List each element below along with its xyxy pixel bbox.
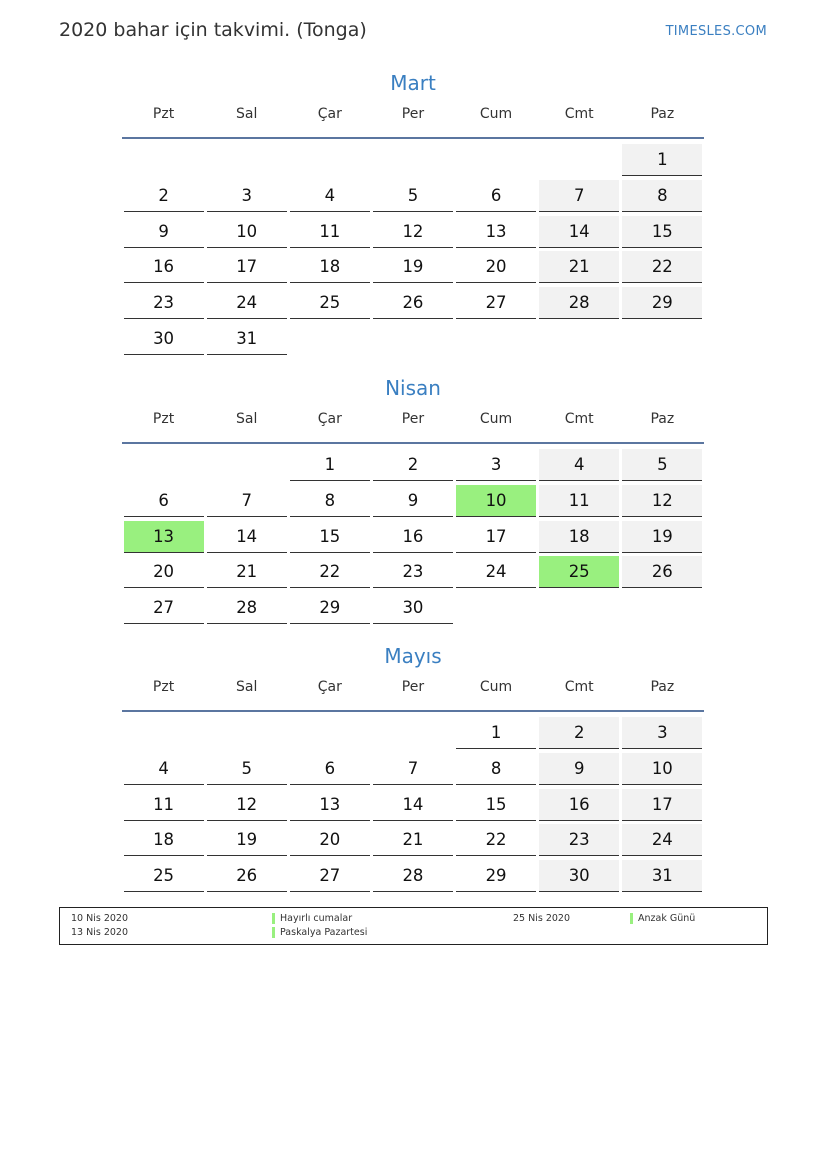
- day-grid: [122, 449, 704, 628]
- empty-cell: [538, 592, 621, 628]
- day-cell: [455, 521, 538, 557]
- empty-day: [622, 323, 702, 354]
- day-cell: [288, 556, 371, 592]
- day-cell: [538, 216, 621, 252]
- day-cell: [621, 753, 704, 789]
- day-number: 2: [373, 449, 453, 481]
- day-number: 1: [622, 144, 702, 176]
- day-number: 5: [622, 449, 702, 481]
- day-number: 4: [124, 753, 204, 785]
- day-number: 19: [207, 824, 287, 856]
- day-number: 23: [124, 287, 204, 319]
- legend-holiday: [272, 912, 352, 925]
- day-number: 14: [373, 789, 453, 821]
- day-cell: [205, 521, 288, 557]
- day-cell: [455, 556, 538, 592]
- weekday-label: Pzt: [152, 411, 175, 427]
- day-number: 26: [373, 287, 453, 319]
- empty-day: [539, 592, 619, 623]
- day-number: 20: [456, 251, 536, 283]
- weekday-label: Çar: [317, 106, 342, 122]
- day-number: 6: [290, 753, 370, 785]
- empty-cell: [455, 592, 538, 628]
- day-cell: [205, 216, 288, 252]
- day-cell: [288, 287, 371, 323]
- day-number: 22: [622, 251, 702, 283]
- weekday-label: Pzt: [152, 106, 175, 122]
- day-number: 26: [207, 860, 287, 892]
- day-cell: [538, 521, 621, 557]
- day-cell: [205, 860, 288, 896]
- day-cell: [205, 592, 288, 628]
- day-number: 8: [622, 180, 702, 212]
- day-cell: [621, 860, 704, 896]
- day-number: 13: [290, 789, 370, 821]
- day-number: 21: [373, 824, 453, 856]
- day-cell: [288, 521, 371, 557]
- empty-cell: [371, 323, 454, 359]
- legend-holiday-name: Anzak Günü: [638, 913, 696, 924]
- month-2: [122, 374, 704, 628]
- day-cell: [122, 216, 205, 252]
- day-number: 11: [539, 485, 619, 517]
- day-cell: [371, 592, 454, 628]
- empty-cell: [205, 717, 288, 753]
- weekday-header: [122, 408, 704, 444]
- empty-cell: [288, 144, 371, 180]
- day-cell: [538, 287, 621, 323]
- day-cell: [621, 251, 704, 287]
- day-cell: [371, 753, 454, 789]
- day-cell: [371, 216, 454, 252]
- day-number: 24: [622, 824, 702, 856]
- day-number: 3: [622, 717, 702, 749]
- day-number: 25: [539, 556, 619, 588]
- day-cell: [538, 251, 621, 287]
- empty-cell: [538, 144, 621, 180]
- day-number: 1: [290, 449, 370, 481]
- legend-holiday-name: Paskalya Pazartesi: [280, 927, 368, 938]
- day-cell: [122, 521, 205, 557]
- weekday-label: Paz: [650, 106, 675, 122]
- day-number: 17: [456, 521, 536, 553]
- day-number: 11: [124, 789, 204, 821]
- day-cell: [288, 485, 371, 521]
- day-number: 27: [456, 287, 536, 319]
- empty-day: [290, 323, 370, 354]
- holiday-legend: [59, 907, 768, 945]
- weekday-label: Paz: [650, 411, 675, 427]
- day-number: 10: [207, 216, 287, 248]
- legend-holiday: [272, 926, 367, 939]
- empty-day: [456, 323, 536, 354]
- empty-cell: [371, 717, 454, 753]
- day-cell: [205, 323, 288, 359]
- day-cell: [371, 485, 454, 521]
- month-3: [122, 642, 704, 896]
- day-number: 22: [290, 556, 370, 588]
- weekday-label: Cmt: [564, 106, 594, 122]
- day-number: 8: [456, 753, 536, 785]
- empty-cell: [122, 144, 205, 180]
- brand-link[interactable]: TIMESLES.COM: [665, 24, 767, 39]
- day-cell: [288, 180, 371, 216]
- day-cell: [122, 824, 205, 860]
- holiday-color-marker: [630, 913, 633, 924]
- day-cell: [455, 251, 538, 287]
- day-number: 20: [290, 824, 370, 856]
- day-cell: [371, 860, 454, 896]
- day-number: 15: [622, 216, 702, 248]
- day-number: 22: [456, 824, 536, 856]
- weekday-label: Sal: [236, 411, 258, 427]
- empty-cell: [288, 717, 371, 753]
- day-cell: [288, 251, 371, 287]
- day-cell: [205, 556, 288, 592]
- weekday-label: Cum: [479, 679, 513, 695]
- day-number: 18: [124, 824, 204, 856]
- day-number: 10: [622, 753, 702, 785]
- day-cell: [288, 449, 371, 485]
- empty-cell: [455, 323, 538, 359]
- weekday-label: Per: [401, 106, 425, 122]
- empty-cell: [122, 449, 205, 485]
- day-cell: [538, 449, 621, 485]
- day-cell: [538, 556, 621, 592]
- day-cell: [205, 485, 288, 521]
- day-number: 10: [456, 485, 536, 517]
- day-number: 25: [124, 860, 204, 892]
- day-cell: [288, 753, 371, 789]
- day-number: 1: [456, 717, 536, 749]
- day-number: 3: [456, 449, 536, 481]
- day-number: 14: [207, 521, 287, 553]
- day-number: 4: [539, 449, 619, 481]
- day-cell: [621, 521, 704, 557]
- day-number: 7: [539, 180, 619, 212]
- day-cell: [455, 860, 538, 896]
- day-cell: [455, 180, 538, 216]
- weekday-label: Cmt: [564, 411, 594, 427]
- day-cell: [455, 789, 538, 825]
- empty-day: [124, 144, 204, 175]
- day-cell: [621, 717, 704, 753]
- month-name: Mart: [390, 71, 436, 95]
- day-number: 25: [290, 287, 370, 319]
- day-cell: [621, 144, 704, 180]
- day-cell: [455, 449, 538, 485]
- empty-day: [539, 323, 619, 354]
- weekday-label: Per: [401, 679, 425, 695]
- day-cell: [371, 180, 454, 216]
- day-cell: [538, 824, 621, 860]
- empty-day: [290, 717, 370, 748]
- weekday-header: [122, 676, 704, 712]
- day-number: 19: [373, 251, 453, 283]
- day-cell: [205, 789, 288, 825]
- empty-day: [539, 144, 619, 175]
- day-cell: [538, 753, 621, 789]
- day-number: 28: [539, 287, 619, 319]
- day-cell: [122, 753, 205, 789]
- day-number: 28: [373, 860, 453, 892]
- day-number: 2: [539, 717, 619, 749]
- day-number: 5: [373, 180, 453, 212]
- empty-day: [373, 144, 453, 175]
- weekday-label: Çar: [317, 411, 342, 427]
- day-number: 8: [290, 485, 370, 517]
- day-number: 23: [539, 824, 619, 856]
- day-cell: [621, 216, 704, 252]
- month-name: Nisan: [385, 376, 441, 400]
- day-cell: [538, 789, 621, 825]
- day-cell: [205, 824, 288, 860]
- day-number: 12: [373, 216, 453, 248]
- day-cell: [371, 449, 454, 485]
- day-number: 15: [290, 521, 370, 553]
- month-name: Mayıs: [384, 644, 442, 668]
- day-number: 21: [207, 556, 287, 588]
- day-cell: [122, 485, 205, 521]
- empty-day: [207, 717, 287, 748]
- day-cell: [621, 824, 704, 860]
- empty-cell: [371, 144, 454, 180]
- day-cell: [122, 789, 205, 825]
- day-number: 27: [124, 592, 204, 624]
- weekday-label: Cum: [479, 106, 513, 122]
- day-cell: [288, 592, 371, 628]
- day-number: 12: [622, 485, 702, 517]
- day-cell: [122, 251, 205, 287]
- day-number: 31: [622, 860, 702, 892]
- legend-date: 13 Nis 2020: [71, 927, 128, 938]
- day-cell: [122, 180, 205, 216]
- empty-cell: [205, 144, 288, 180]
- day-number: 17: [207, 251, 287, 283]
- day-number: 7: [373, 753, 453, 785]
- day-cell: [371, 521, 454, 557]
- day-number: 4: [290, 180, 370, 212]
- empty-day: [124, 717, 204, 748]
- page-title: 2020 bahar için takvimi. (Tonga): [59, 19, 367, 41]
- empty-cell: [538, 323, 621, 359]
- day-number: 30: [539, 860, 619, 892]
- day-cell: [621, 485, 704, 521]
- day-number: 16: [124, 251, 204, 283]
- weekday-label: Sal: [236, 679, 258, 695]
- day-number: 9: [124, 216, 204, 248]
- day-cell: [122, 860, 205, 896]
- weekday-label: Çar: [317, 679, 342, 695]
- day-cell: [621, 556, 704, 592]
- day-number: 28: [207, 592, 287, 624]
- day-cell: [538, 180, 621, 216]
- day-cell: [371, 824, 454, 860]
- day-number: 19: [622, 521, 702, 553]
- day-cell: [205, 180, 288, 216]
- day-cell: [122, 592, 205, 628]
- empty-cell: [205, 449, 288, 485]
- day-number: 16: [373, 521, 453, 553]
- day-cell: [205, 251, 288, 287]
- legend-date: 25 Nis 2020: [513, 913, 570, 924]
- day-cell: [621, 287, 704, 323]
- empty-day: [207, 144, 287, 175]
- empty-cell: [122, 717, 205, 753]
- day-number: 2: [124, 180, 204, 212]
- day-cell: [455, 717, 538, 753]
- day-number: 31: [207, 323, 287, 355]
- day-cell: [538, 485, 621, 521]
- day-number: 13: [124, 521, 204, 553]
- day-number: 12: [207, 789, 287, 821]
- day-cell: [288, 860, 371, 896]
- empty-day: [207, 449, 287, 480]
- day-cell: [621, 449, 704, 485]
- day-number: 21: [539, 251, 619, 283]
- empty-cell: [621, 323, 704, 359]
- day-number: 26: [622, 556, 702, 588]
- legend-holiday-name: Hayırlı cumalar: [280, 913, 353, 924]
- legend-date: 10 Nis 2020: [71, 913, 128, 924]
- weekday-label: Paz: [650, 679, 675, 695]
- weekday-label: Cum: [479, 411, 513, 427]
- empty-day: [124, 449, 204, 480]
- weekday-label: Pzt: [152, 679, 175, 695]
- day-number: 9: [539, 753, 619, 785]
- empty-day: [373, 323, 453, 354]
- day-number: 18: [539, 521, 619, 553]
- day-cell: [538, 860, 621, 896]
- day-number: 9: [373, 485, 453, 517]
- month-1: [122, 69, 704, 359]
- day-number: 7: [207, 485, 287, 517]
- empty-day: [456, 592, 536, 623]
- day-cell: [371, 287, 454, 323]
- day-cell: [371, 556, 454, 592]
- day-cell: [621, 180, 704, 216]
- day-cell: [455, 824, 538, 860]
- day-cell: [205, 287, 288, 323]
- day-number: 29: [456, 860, 536, 892]
- day-number: 29: [622, 287, 702, 319]
- day-number: 14: [539, 216, 619, 248]
- day-cell: [288, 824, 371, 860]
- day-number: 5: [207, 753, 287, 785]
- day-number: 13: [456, 216, 536, 248]
- day-cell: [122, 556, 205, 592]
- day-cell: [122, 323, 205, 359]
- empty-cell: [455, 144, 538, 180]
- day-number: 24: [456, 556, 536, 588]
- day-number: 24: [207, 287, 287, 319]
- day-number: 29: [290, 592, 370, 624]
- empty-cell: [621, 592, 704, 628]
- day-cell: [621, 789, 704, 825]
- day-number: 17: [622, 789, 702, 821]
- day-grid: [122, 717, 704, 896]
- day-cell: [371, 251, 454, 287]
- day-cell: [205, 753, 288, 789]
- weekday-label: Per: [401, 411, 425, 427]
- day-cell: [455, 287, 538, 323]
- day-cell: [122, 287, 205, 323]
- holiday-color-marker: [272, 913, 275, 924]
- day-cell: [455, 485, 538, 521]
- day-number: 3: [207, 180, 287, 212]
- day-number: 15: [456, 789, 536, 821]
- weekday-header: [122, 103, 704, 139]
- day-number: 11: [290, 216, 370, 248]
- day-number: 23: [373, 556, 453, 588]
- empty-day: [622, 592, 702, 623]
- day-number: 16: [539, 789, 619, 821]
- day-number: 18: [290, 251, 370, 283]
- empty-day: [290, 144, 370, 175]
- weekday-label: Sal: [236, 106, 258, 122]
- empty-day: [373, 717, 453, 748]
- day-cell: [455, 753, 538, 789]
- empty-day: [456, 144, 536, 175]
- day-grid: [122, 144, 704, 359]
- day-cell: [288, 789, 371, 825]
- day-cell: [455, 216, 538, 252]
- day-number: 6: [456, 180, 536, 212]
- holiday-color-marker: [272, 927, 275, 938]
- day-cell: [288, 216, 371, 252]
- empty-cell: [288, 323, 371, 359]
- day-number: 27: [290, 860, 370, 892]
- day-number: 30: [124, 323, 204, 355]
- day-number: 20: [124, 556, 204, 588]
- day-cell: [538, 717, 621, 753]
- legend-holiday: [630, 912, 695, 925]
- day-number: 6: [124, 485, 204, 517]
- weekday-label: Cmt: [564, 679, 594, 695]
- day-cell: [371, 789, 454, 825]
- day-number: 30: [373, 592, 453, 624]
